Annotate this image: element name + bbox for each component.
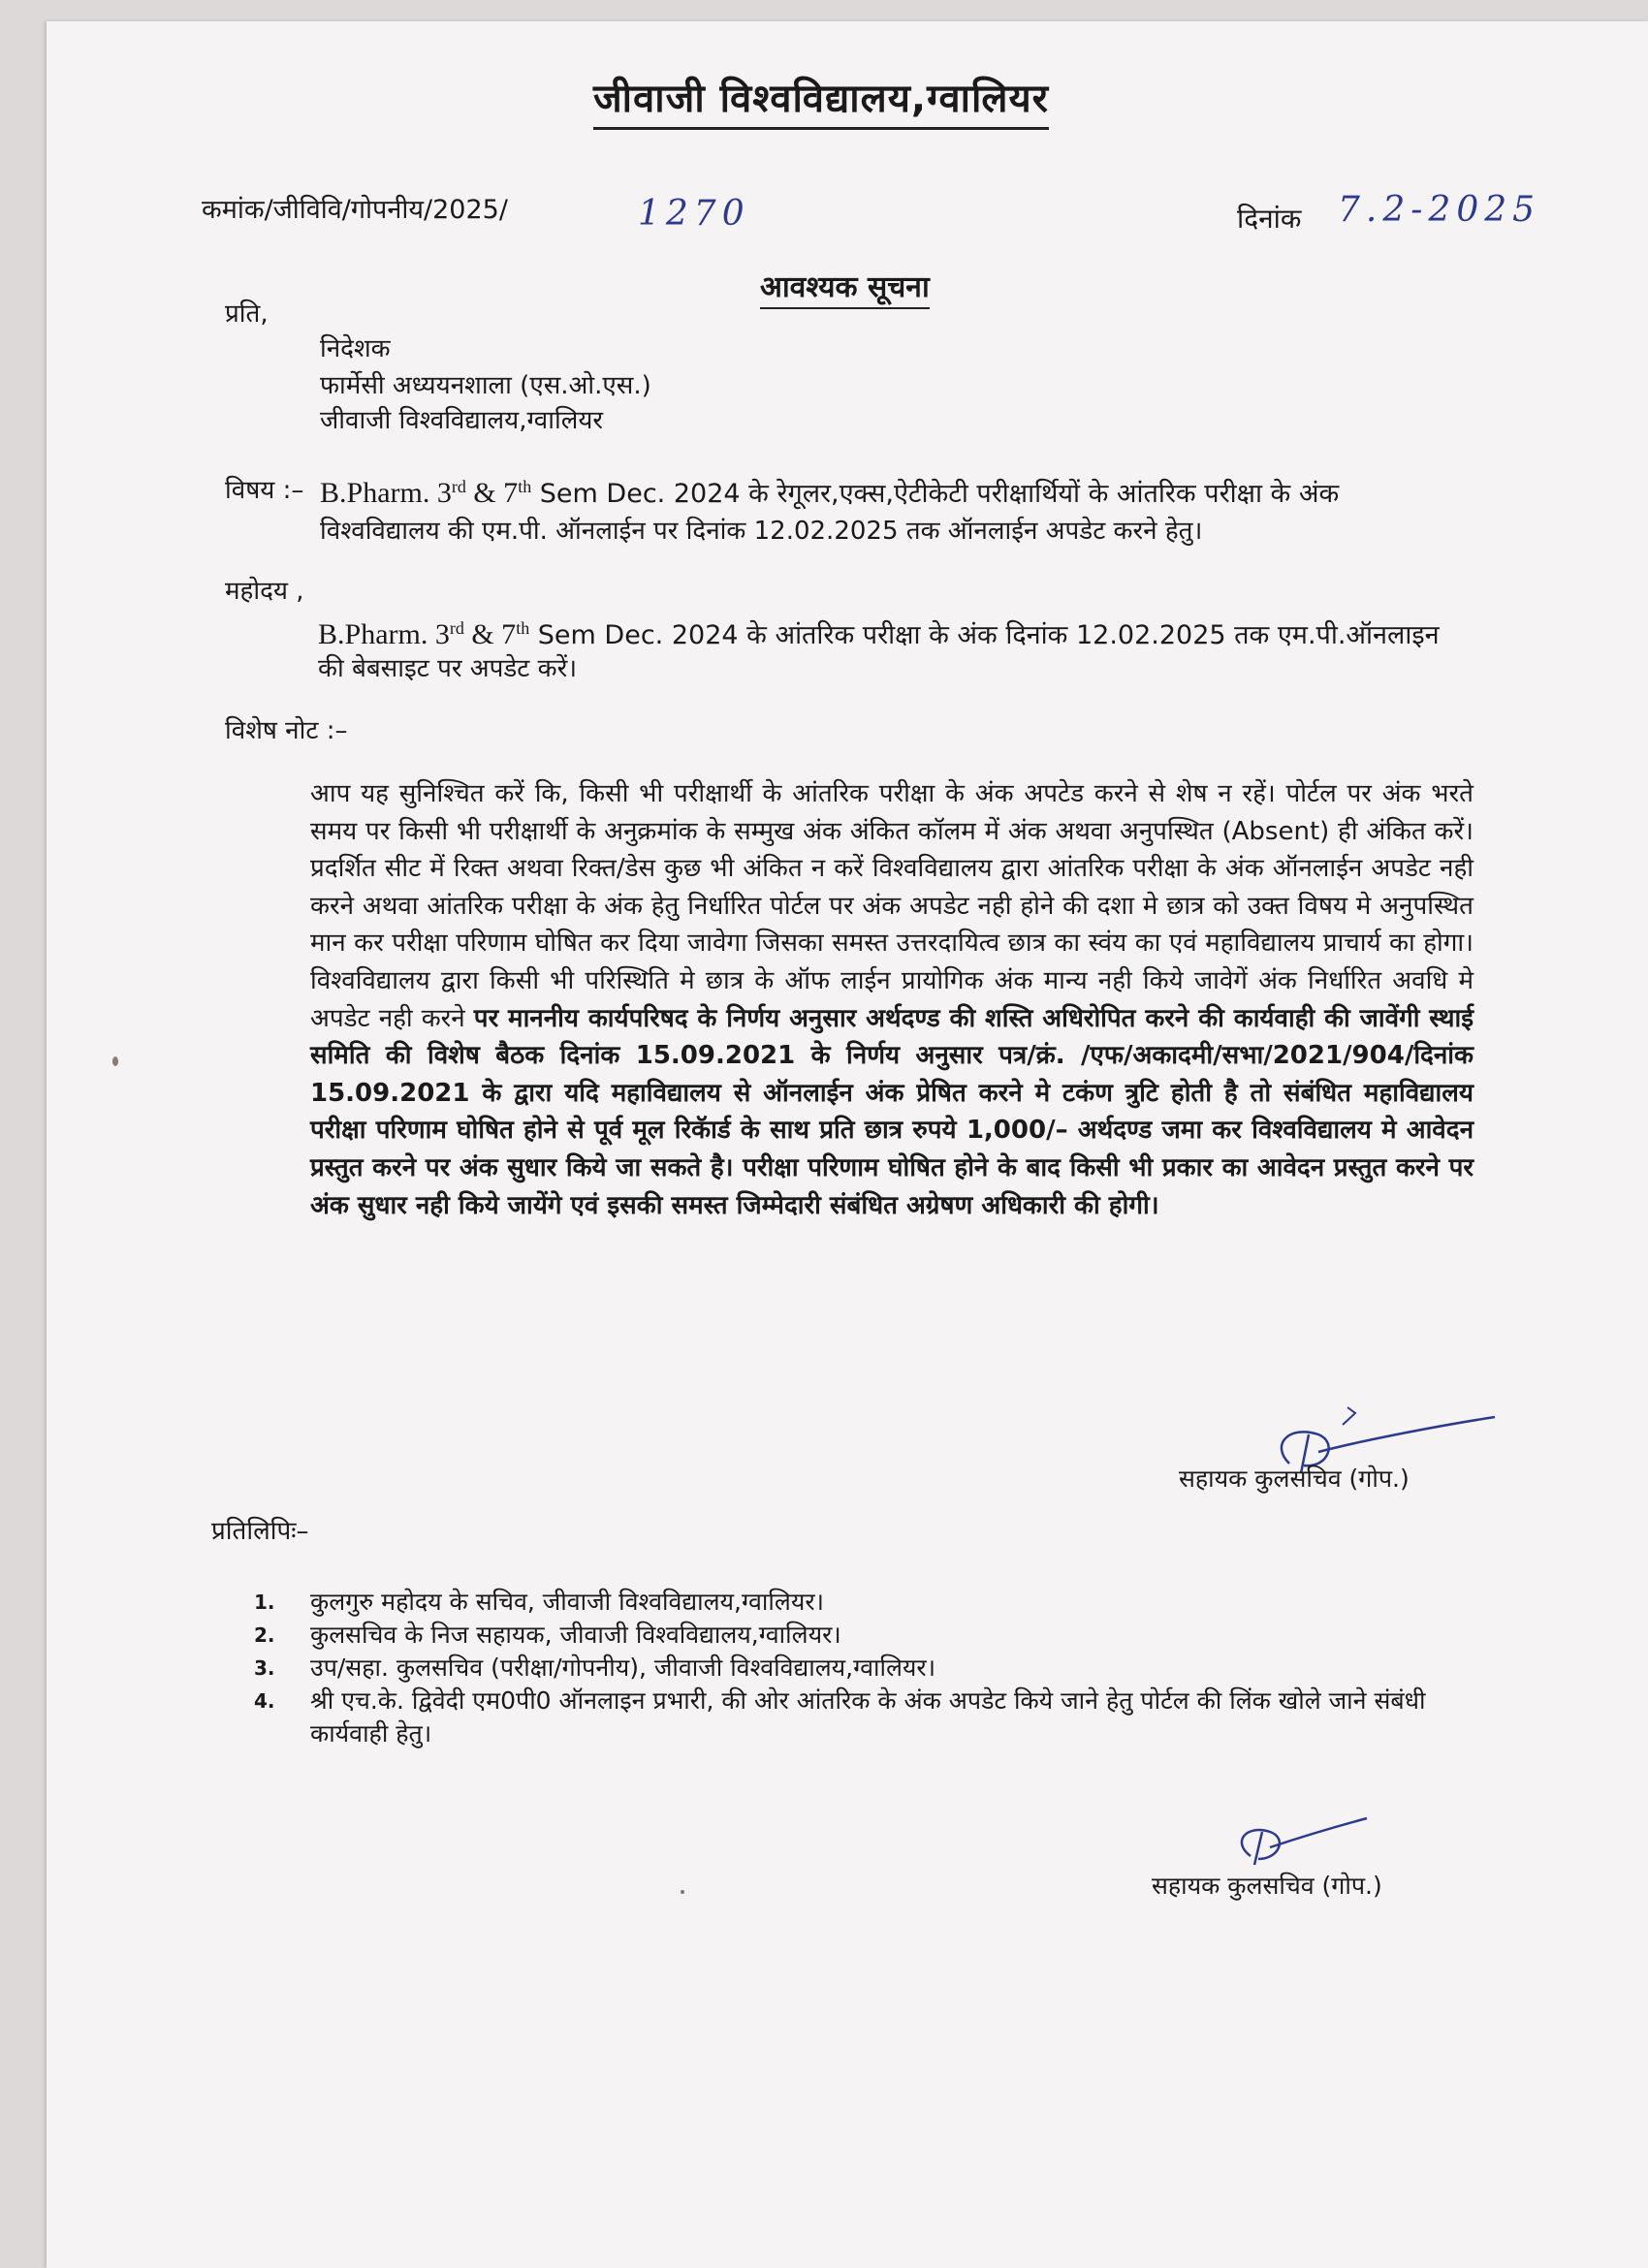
- subject-line-2: विश्वविद्यालय की एम.पी. ऑनलाईन पर दिनांक 12.02.2025 तक ऑनलाईन अपडेट करने हेतु।: [320, 517, 1203, 546]
- signature-1-designation: सहायक कुलसचिव (गोप.): [1179, 1465, 1410, 1493]
- subject-rest: Sem Dec. 2024 के रेगूलर,एक्स,ऐटीकेटी परीक्षार्थियों के आंतरिक परीक्षा के अंक: [531, 479, 1340, 509]
- copy-to-label: प्रतिलिपिः–: [211, 1517, 309, 1546]
- date-label: दिनांक: [1237, 203, 1302, 235]
- date-handwritten: 7.2-2025: [1338, 190, 1541, 230]
- body-sup-th: th: [516, 618, 530, 638]
- reference-number-prefix: कमांक/जीविवि/गोपनीय/2025/: [202, 195, 508, 225]
- subject-line-1: [320, 469, 1483, 512]
- subject-sem7: & 7: [465, 477, 519, 509]
- recipient-line-2: फार्मेसी अध्ययनशाला (एस.ओ.एस.): [320, 371, 651, 400]
- special-note-bold-text: पर माननीय कार्यपरिषद के निर्णय अनुसार अर्थदण्ड की शस्ति अधिरोपित करने की कार्यवाही की जावेंगी स्थाई समिति की विशेष बैठक दिनांक 15.09.2021 के निर्णय अनुसार पत्र/क्रं. /एफ/अकादमी/सभा/2021/904/दिनांक 15.09.2021 के द्वारा यदि महाविद्यालय से ऑनलाईन अंक प्रेषित करने मे टकंण त्रुटि होती है तो संबंधित महाविद्यालय परीक्षा परिणाम घोषित होने से पूर्व मूल रिकॅार्ड के साथ प्रति छात्र रुपये 1,000/– अर्थदण्ड जमा कर विश्वविद्यालय मे आवेदन प्रस्तुत करने पर अंक सुधार किये जा सकते है। परीक्षा परिणाम घोषित होने के बाद किसी भी प्रकार का आवेदन प्रस्तुत करने पर अंक सुधार नही किये जायेंगे एवं इसकी समस्त जिम्मेदारी संबंधित अग्रेषण अधिकारी की होगी।: [310, 1003, 1474, 1220]
- special-note-label: विशेष नोट :–: [225, 716, 348, 745]
- recipient-line-3: जीवाजी विश्वविद्यालय,ग्वालियर: [320, 406, 604, 435]
- copy-item-1: 1. कुलगुरु महोदय के सचिव, जीवाजी विश्वविद्यालय,ग्वालियर।: [254, 1588, 825, 1616]
- copy-item-2: 2. कुलसचिव के निज सहायक, जीवाजी विश्वविद्यालय,ग्वालियर।: [254, 1621, 841, 1649]
- copy-item-4: 4. श्री एच.के. द्विवेदी एम0पी0 ऑनलाइन प्रभारी, की ओर आंतरिक के अंक अपडेट किये जाने हेतु पोर्टल की लिंक खोले जाने संबंधी कार्यवाही हेतु।: [254, 1686, 1426, 1748]
- paper-speck: [112, 1056, 118, 1066]
- subject-label: विषय :–: [225, 476, 304, 505]
- recipient-prefix: प्रति,: [225, 299, 269, 329]
- signature-2-designation: सहायक कुलसचिव (गोप.): [1152, 1872, 1382, 1900]
- copy-to-list: [254, 1586, 1495, 1750]
- paper-speck: [681, 1890, 684, 1894]
- reference-number-handwritten: 1270: [638, 194, 750, 234]
- notice-heading: आवश्यक सूचना: [760, 266, 930, 309]
- salutation: महोदय ,: [225, 577, 304, 606]
- recipient-line-1: निदेशक: [320, 334, 391, 363]
- body-rest: Sem Dec. 2024 के आंतरिक परीक्षा के अंक दिनांक 12.02.2025 तक एम.पी.ऑनलाइन: [529, 620, 1440, 650]
- subject-sup-th: th: [518, 477, 532, 496]
- special-note-text: आप यह सुनिश्चित करें कि, किसी भी परीक्षार्थी के आंतरिक परीक्षा के अंक अपटेड करने से शेष न रहें। पोर्टल पर अंक भरते समय पर किसी भी परीक्षार्थी के अनुक्रमांक के सम्मुख अंक अंकित कॉलम में अंक अथवा अनुपस्थित (Absent) ही अंकित करें। प्रदर्शित सीट में रिक्त अथवा रिक्त/डेस कुछ भी अंकित न करें विश्वविद्यालय द्वारा आंतरिक परीक्षा के अंक ऑनलाईन अपडेट नही करने अथवा आंतरिक परीक्षा के अंक हेतु निर्धारित पोर्टल पर अंक अपडेट नही होने की दशा मे छात्र को उक्त विषय मे अनुपस्थित मान कर परीक्षा परिणाम घोषित कर दिया जावेगा जिसका समस्त उत्तरदायित्व छात्र का स्वंय का एवं महाविद्यालय प्राचार्य का होगा। विश्वविद्यालय द्वारा किसी भी परिस्थिति मे छात्र के ऑफ लाईन प्रायोगिक अंक मान्य नही किये जावेगें अंक निर्धारित अवधि मे अपडेट नही करने: [310, 779, 1474, 1033]
- university-title: जीवाजी विश्वविद्यालय,ग्वालियर: [593, 70, 1049, 130]
- copy-item-3: 3. उप/सहा. कुलसचिव (परीक्षा/गोपनीय), जीवाजी विश्वविद्यालय,ग्वालियर।: [254, 1654, 936, 1682]
- body-course: B.Pharm. 3: [318, 618, 450, 650]
- subject-course: B.Pharm. 3: [320, 477, 452, 509]
- subject-sup-rd: rd: [451, 477, 466, 496]
- body-line-2: की बेबसाइट पर अपडेट करें।: [318, 654, 578, 683]
- body-sup-rd: rd: [449, 618, 464, 638]
- special-note-paragraph: [310, 775, 1474, 1224]
- body-line-1: [318, 611, 1481, 653]
- body-sem7: & 7: [463, 618, 517, 650]
